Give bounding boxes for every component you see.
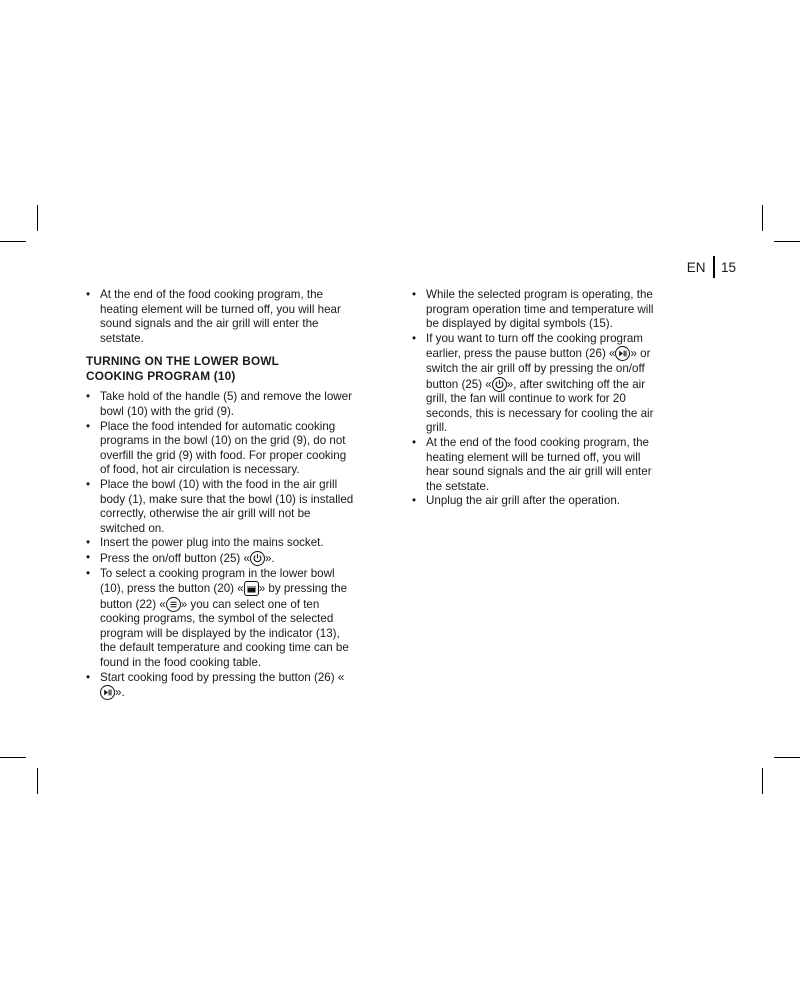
instruction-list bbox=[412, 288, 662, 509]
bullet: • bbox=[412, 288, 417, 301]
crop-mark bbox=[774, 757, 800, 758]
item-text: Start cooking food by pressing the button (26) « bbox=[100, 670, 345, 684]
bullet: • bbox=[412, 494, 417, 508]
header-divider bbox=[713, 256, 715, 278]
item-text: ». bbox=[264, 551, 275, 565]
heading-line-2: COOKING PROGRAM (10) bbox=[86, 369, 236, 384]
list-item bbox=[412, 436, 662, 494]
list-item bbox=[86, 390, 356, 419]
item-text: Place the food intended for automatic cooking programs in the bowl (10) on the grid (9), do not overfill the grid (9) with food. For proper cooking of food, hot air circulation is necessary. bbox=[100, 419, 347, 477]
bullet: • bbox=[86, 536, 91, 550]
play-pause-icon bbox=[100, 685, 115, 700]
menu-icon bbox=[166, 597, 181, 612]
list-item bbox=[86, 551, 356, 567]
item-text: At the end of the food cooking program, the heating element will be turned off, you will hear sound signals and the air grill will enter the setstate. bbox=[100, 288, 341, 345]
crop-mark bbox=[762, 205, 763, 231]
list-item bbox=[86, 536, 356, 551]
item-text: If you want to turn off the cooking program earlier, press the pause button (26) « bbox=[426, 331, 643, 361]
bullet: • bbox=[86, 566, 91, 580]
item-text: While the selected program is operating, the program operation time and temperature will be displayed by digital symbols (15). bbox=[426, 288, 654, 331]
list-item bbox=[86, 567, 356, 671]
page-header bbox=[687, 256, 736, 278]
crop-mark bbox=[37, 205, 38, 231]
item-text: At the end of the food cooking program, the heating element will be turned off, you will hear sound signals and the air grill will enter the setstate. bbox=[426, 435, 652, 493]
item-text: ». bbox=[115, 686, 125, 700]
lower-bowl-icon bbox=[244, 581, 259, 596]
right-column bbox=[412, 288, 662, 509]
language-code: EN bbox=[686, 259, 706, 275]
item-text: Press the on/off button (25) « bbox=[100, 551, 250, 565]
crop-mark bbox=[762, 768, 763, 794]
crop-mark bbox=[774, 241, 800, 242]
power-icon bbox=[492, 377, 507, 392]
list-item bbox=[412, 332, 662, 436]
bullet: • bbox=[86, 550, 91, 564]
crop-mark bbox=[37, 768, 38, 794]
list-item bbox=[412, 494, 662, 509]
list-item bbox=[86, 420, 356, 478]
item-text: » by pressing the button (22) « bbox=[100, 582, 348, 611]
item-text: Take hold of the handle (5) and remove the lower bowl (10) with the grid (9). bbox=[100, 390, 352, 418]
item-text: Insert the power plug into the mains socket. bbox=[100, 536, 324, 550]
list-item bbox=[86, 288, 356, 346]
play-pause-icon bbox=[615, 346, 630, 361]
item-text: » or switch the air grill off by pressing the on/off button (25) « bbox=[426, 347, 651, 391]
bullet: • bbox=[86, 670, 91, 684]
heading-line-1: TURNING ON THE LOWER BOWL bbox=[86, 354, 280, 369]
list-item bbox=[412, 288, 662, 332]
bullet: • bbox=[86, 288, 91, 301]
bullet: • bbox=[86, 390, 91, 404]
bullet: • bbox=[86, 419, 91, 433]
list-item bbox=[86, 671, 356, 701]
item-text: To select a cooking program in the lower bowl (10), press the button (20) « bbox=[100, 566, 335, 596]
item-text: Unplug the air grill after the operation. bbox=[426, 494, 620, 508]
bullet: • bbox=[412, 435, 417, 449]
bullet: • bbox=[86, 477, 91, 491]
crop-mark bbox=[0, 757, 26, 758]
list-item bbox=[86, 478, 356, 536]
crop-mark bbox=[0, 241, 26, 242]
intro-list bbox=[86, 288, 356, 346]
instruction-list bbox=[86, 390, 356, 700]
item-text: », after switching off the air grill, the fan will continue to work for 20 seconds, this is necessary for cooling the air grill. bbox=[426, 377, 654, 435]
page-number: 15 bbox=[720, 259, 736, 275]
item-text: » you can select one of ten cooking programs, the symbol of the selected program will be displayed by the indicator (13), the default temperature and cooking time can be found in the food cooking table. bbox=[100, 597, 349, 670]
section-heading bbox=[86, 354, 356, 384]
left-column bbox=[86, 288, 356, 701]
power-icon bbox=[250, 551, 265, 566]
bullet: • bbox=[412, 331, 417, 345]
item-text: Place the bowl (10) with the food in the air grill body (1), make sure that the bowl (10) is installed correctly, otherwise the air grill will not be switched on. bbox=[100, 477, 354, 535]
